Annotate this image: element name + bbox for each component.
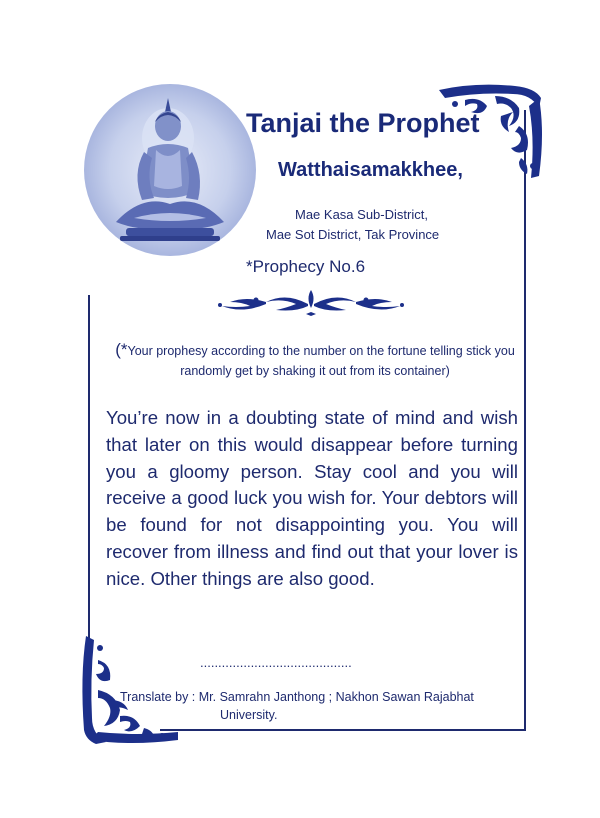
note-prefix: (*	[115, 340, 128, 359]
translator-credit	[120, 688, 520, 724]
address-line-1: Mae Kasa Sub-District,	[295, 207, 428, 222]
translator-line-2: University.	[220, 708, 278, 722]
prophecy-text: You’re now in a doubting state of mind and wish that later on this would disappear before turning you a gloomy person. Stay cool and you will receive a good luck you wish for. Your debtors will be found for not disappointing you. You will recover from illness and find out that your lover is nice. Other things are also good.	[106, 407, 518, 589]
frame-left-border	[88, 295, 90, 640]
address-line-2: Mae Sot District, Tak Province	[266, 227, 440, 242]
frame-right-border	[524, 110, 526, 730]
ornament-divider-icon	[216, 288, 406, 316]
page-title: Tanjai the Prophet	[246, 108, 480, 138]
corner-ornament-bottom-left-icon	[80, 636, 180, 748]
buddha-image	[82, 82, 258, 258]
dotted-separator: ..........................................	[200, 655, 352, 670]
frame-bottom-border	[160, 729, 526, 731]
corner-ornament-top-right-icon	[435, 82, 545, 182]
note-text: Your prophesy according to the number on the fortune telling stick you randomly get by shaking it out from its container)	[127, 344, 515, 378]
temple-name: Watthaisamakkhee,	[278, 159, 463, 181]
translator-line-1: Translate by : Mr. Samrahn Janthong ; Nakhon Sawan Rajabhat	[120, 690, 474, 704]
prophecy-number: *Prophecy No.6	[246, 257, 366, 276]
fortune-stick-note	[100, 340, 530, 381]
